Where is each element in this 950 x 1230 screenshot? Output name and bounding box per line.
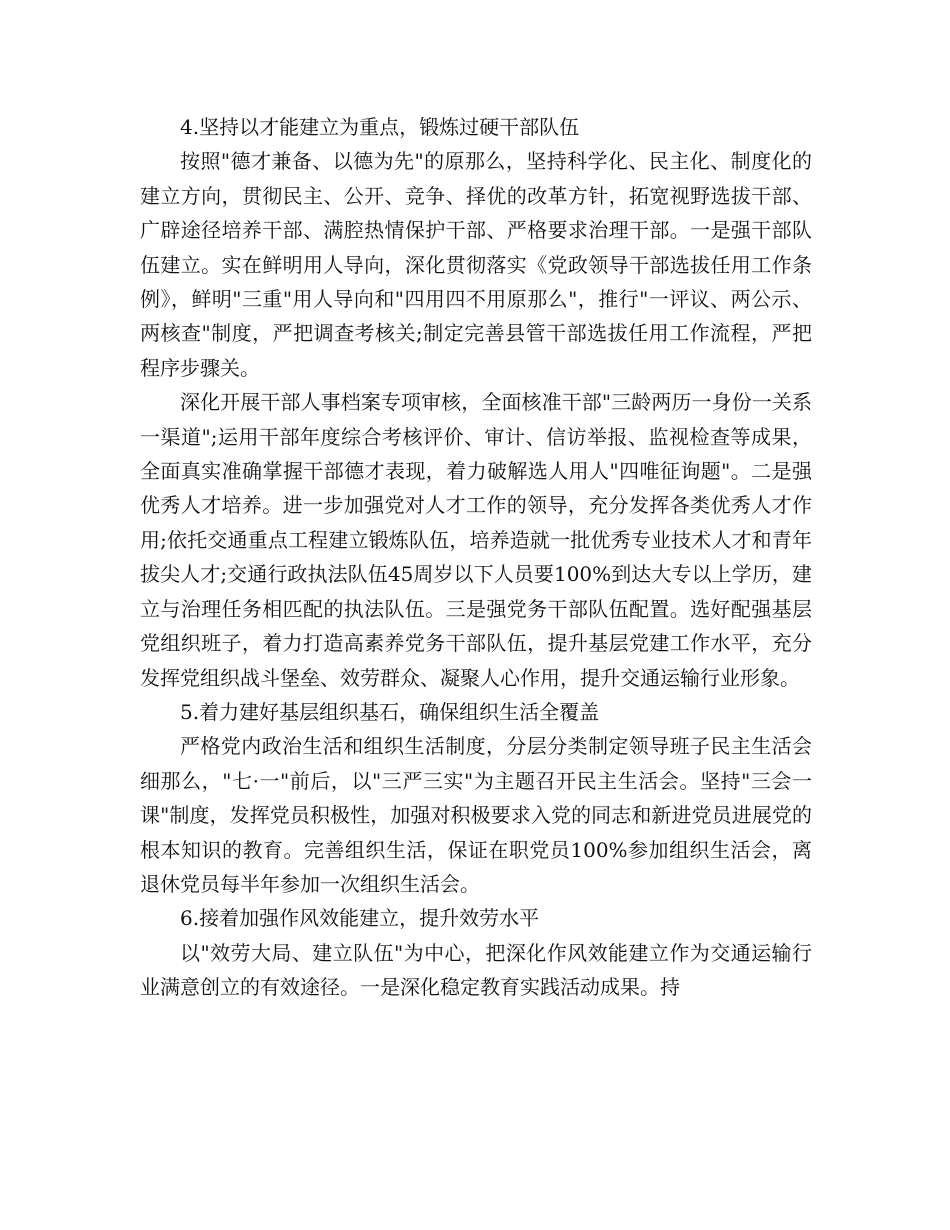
paragraph: 按照"德才兼备、以德为先"的原那么，坚持科学化、民主化、制度化的建立方向，贯彻民主、公开、竞争、择优的改革方针，拓宽视野选拔干部、广辟途径培养干部、满腔热情保护干部、严格要求治理干部。一是强干部队伍建立。实在鲜明用人导向，深化贯彻落实《党政领导干部选拔任用工作条例》，鲜明"三重"用人导向和"四用四不用原那么"，推行"一评议、两公示、两核查"制度，严把调查考核关;制定完善县管干部选拔任用工作流程，严把程序步骤关。	[140, 149, 812, 380]
paragraph: 以"效劳大局、建立队伍"为中心，把深化作风效能建立作为交通运输行业满意创立的有效途径。一是深化稳定教育实践活动成果。持	[140, 940, 812, 1000]
document-body	[140, 110, 812, 1005]
paragraph: 严格党内政治生活和组织生活制度，分层分类制定领导班子民主生活会细那么，"七·一"前后，以"三严三实"为主题召开民主生活会。坚持"三会一课"制度，发挥党员积极性，加强对积极要求入党的同志和新进党员进展党的根本知识的教育。完善组织生活，保证在职党员100%参加组织生活会，离退休党员每半年参加一次组织生活会。	[140, 734, 812, 896]
section-heading-5: 5.着力建好基层组织基石，确保组织生活全覆盖	[180, 699, 600, 724]
section-heading-6: 6.接着加强作风效能建立，提升效劳水平	[180, 906, 540, 931]
section-heading-4: 4.坚持以才能建立为重点，锻炼过硬干部队伍	[180, 115, 580, 139]
paragraph: 深化开展干部人事档案专项审核，全面核准干部"三龄两历一身份一关系一渠道";运用干部年度综合考核评价、审计、信访举报、监视检查等成果，全面真实准确掌握干部德才表现，着力破解选人用人"四唯征询题"。二是强优秀人才培养。进一步加强党对人才工作的领导，充分发挥各类优秀人才作用;依托交通重点工程建立锻炼队伍，培养造就一批优秀专业技术人才和青年拔尖人才;交通行政执法队伍45周岁以下人员要100%到达大专以上学历，建立与治理任务相匹配的执法队伍。三是强党务干部队伍配置。选好配强基层党组织班子，着力打造高素养党务干部队伍，提升基层党建工作水平，充分发挥党组织战斗堡垒、效劳群众、凝聚人心作用，提升交通运输行业形象。	[140, 390, 812, 690]
